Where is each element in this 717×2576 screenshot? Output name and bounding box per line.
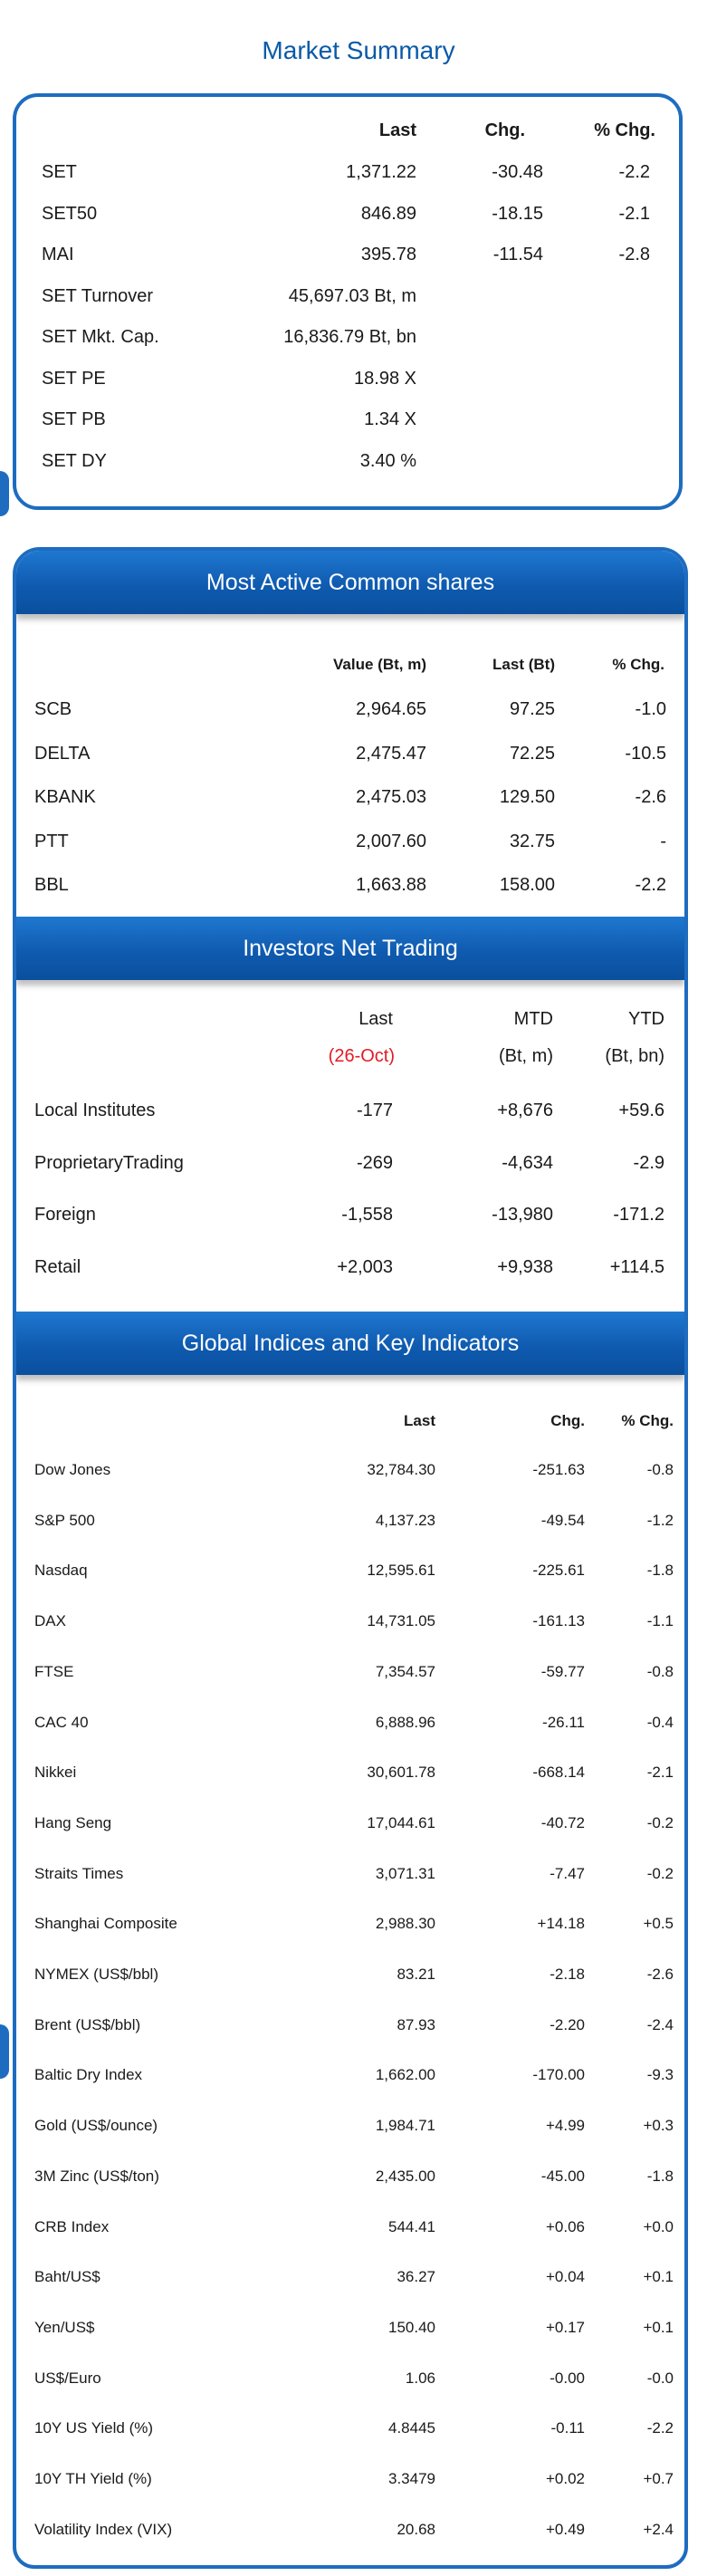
change-value: -7.47 [550, 1864, 585, 1882]
pct-change-value: -0.0 [646, 2369, 674, 2387]
pct-change-value: -0.2 [646, 1813, 674, 1831]
last-value: 150.40 [388, 2318, 435, 2336]
pct-change-value: -2.4 [646, 2015, 674, 2033]
most-active-row [16, 875, 684, 902]
most-active-header-row [16, 656, 684, 683]
market-summary-row [16, 369, 679, 396]
pct-change-value: -2.2 [618, 162, 650, 182]
last-value: 7,354.57 [375, 1662, 435, 1680]
pct-change-value: -9.3 [646, 2066, 674, 2084]
row-label: SET Turnover [42, 285, 154, 306]
investors-row [16, 1153, 684, 1180]
global-header-row [16, 1412, 684, 1439]
change-value: -26.11 [542, 1713, 585, 1731]
row-label: SET DY [42, 450, 107, 471]
decorative-side-tab [0, 471, 9, 516]
change-value: -11.54 [492, 245, 543, 264]
last-value: 3.40 % [359, 450, 416, 471]
column-header-pct-chg: % Chg. [594, 120, 655, 140]
market-summary-row [16, 409, 679, 437]
last-value: 395.78 [360, 245, 416, 264]
pct-change-value: -0.8 [646, 1662, 674, 1680]
ytd-value: -171.2 [613, 1205, 664, 1225]
global-indicator-row [16, 1461, 684, 1488]
last-price: 129.50 [499, 787, 555, 807]
last-value: 87.93 [397, 2015, 435, 2033]
last-value: 32,784.30 [367, 1461, 435, 1478]
trade-value: 2,475.03 [356, 787, 426, 807]
change-value: -2.18 [550, 1966, 585, 1983]
last-value: 6,888.96 [375, 1713, 435, 1731]
mtd-value: +9,938 [497, 1256, 553, 1277]
decorative-side-tab [0, 2024, 9, 2079]
last-value: 4,137.23 [375, 1511, 435, 1529]
global-indicator-row [16, 1764, 684, 1791]
global-indicator-row [16, 2470, 684, 2497]
last-value: 18.98 X [354, 368, 416, 389]
last-value: 4.8445 [388, 2419, 435, 2437]
change-value: -225.61 [532, 1562, 585, 1580]
column-header-chg: Chg. [484, 120, 525, 140]
column-header-chg: Chg. [550, 1412, 585, 1429]
most-active-row [16, 831, 684, 859]
global-indicator-row [16, 2521, 684, 2548]
indicator-name: Shanghai Composite [34, 1915, 177, 1933]
change-value: -0.11 [550, 2419, 585, 2437]
last-value: 3,071.31 [375, 1864, 435, 1882]
global-indicator-row [16, 2369, 684, 2397]
column-header-last: Last [358, 1009, 393, 1029]
indicator-name: 10Y US Yield (%) [34, 2419, 154, 2437]
change-value: +4.99 [545, 2117, 585, 2135]
indicator-name: Nikkei [34, 1764, 77, 1782]
change-value: -40.72 [540, 1813, 585, 1831]
global-indicator-row [16, 1612, 684, 1639]
pct-change-value: +0.7 [643, 2470, 674, 2487]
global-indicator-row [16, 1714, 684, 1741]
last-value: 30,601.78 [367, 1764, 435, 1782]
trade-value: 2,007.60 [356, 831, 426, 851]
global-indicator-row [16, 2268, 684, 2295]
last-value: 1,984.71 [375, 2117, 435, 2135]
pct-change-value: -1.1 [646, 1612, 674, 1630]
pct-change-value: -2.8 [618, 245, 650, 264]
indicator-name: 3M Zinc (US$/ton) [34, 2167, 159, 2185]
last-price: 32.75 [509, 831, 555, 851]
change-value: +0.06 [545, 2217, 585, 2235]
global-indicator-row [16, 1814, 684, 1841]
change-value: +0.17 [545, 2318, 585, 2336]
investors-row [16, 1205, 684, 1232]
global-indicator-row [16, 1512, 684, 1539]
mtd-value: -13,980 [492, 1205, 553, 1225]
pct-change-value: +0.3 [643, 2117, 674, 2135]
pct-change-value: +2.4 [643, 2520, 674, 2538]
market-summary-panel [13, 93, 683, 510]
details-panel [13, 547, 688, 2569]
indicator-name: Straits Times [34, 1864, 124, 1882]
stock-symbol: PTT [34, 831, 69, 851]
change-value: +0.49 [545, 2520, 585, 2538]
global-indicator-row [16, 1915, 684, 1942]
column-header-last: Last [378, 120, 416, 140]
last-price: 72.25 [509, 743, 555, 764]
ytd-value: -2.9 [633, 1152, 664, 1173]
change-value: -0.00 [550, 2369, 585, 2387]
pct-change-value: +0.0 [643, 2217, 674, 2235]
indicator-name: CRB Index [34, 2217, 110, 2235]
last-value: 1.34 X [364, 409, 416, 429]
indicator-name: S&P 500 [34, 1511, 95, 1529]
stock-symbol: KBANK [34, 787, 96, 807]
last-value: 16,836.79 Bt, bn [283, 327, 416, 347]
most-active-row [16, 744, 684, 771]
most-active-row [16, 699, 684, 726]
global-indicator-row [16, 2167, 684, 2195]
last-value: 12,595.61 [367, 1562, 435, 1580]
market-summary-row [16, 451, 679, 478]
global-indicator-row [16, 1966, 684, 1993]
market-summary-row [16, 204, 679, 231]
stock-symbol: BBL [34, 875, 69, 895]
mtd-value: -4,634 [502, 1152, 553, 1173]
column-subheader-mtd-unit: (Bt, m) [499, 1046, 553, 1066]
row-label: SET Mkt. Cap. [42, 327, 159, 347]
last-value: 20.68 [397, 2520, 435, 2538]
column-subheader-date: (26-Oct) [328, 1046, 395, 1066]
change-value: -59.77 [540, 1662, 585, 1680]
trade-value: 2,475.47 [356, 743, 426, 764]
change-value: -170.00 [532, 2066, 585, 2084]
most-active-header: Most Active Common shares [16, 551, 684, 614]
last-value: 45,697.03 Bt, m [288, 285, 416, 306]
change-value: -2.20 [550, 2015, 585, 2033]
market-summary-header-row [16, 120, 679, 148]
last-value: 544.41 [388, 2217, 435, 2235]
last-value: 3.3479 [388, 2470, 435, 2487]
last-price: 158.00 [499, 875, 555, 895]
pct-change-value: -1.0 [635, 699, 666, 719]
last-value: 14,731.05 [367, 1612, 435, 1630]
last-value: 36.27 [397, 2268, 435, 2286]
column-header-pct-chg: % Chg. [612, 656, 664, 673]
pct-change-value: -2.2 [646, 2419, 674, 2437]
ytd-value: +114.5 [609, 1256, 664, 1277]
last-value: +2,003 [337, 1256, 393, 1277]
investors-subheader-row [16, 1046, 684, 1073]
indicator-name: NYMEX (US$/bbl) [34, 1966, 158, 1983]
indicator-name: Hang Seng [34, 1813, 112, 1831]
pct-change-value: -1.8 [646, 2167, 674, 2185]
ytd-value: +59.6 [618, 1101, 664, 1120]
global-indicator-row [16, 1562, 684, 1589]
mtd-value: +8,676 [497, 1101, 553, 1120]
pct-change-value: -10.5 [625, 743, 666, 764]
pct-change-value: -1.2 [646, 1511, 674, 1529]
investor-type: Foreign [34, 1205, 96, 1225]
global-indicator-row [16, 2419, 684, 2446]
global-indicator-row [16, 1865, 684, 1892]
last-value: 2,988.30 [375, 1915, 435, 1933]
investors-row [16, 1257, 684, 1284]
most-active-row [16, 787, 684, 814]
last-price: 97.25 [509, 699, 555, 719]
last-value: -177 [356, 1101, 393, 1120]
indicator-name: Gold (US$/ounce) [34, 2117, 158, 2135]
pct-change-value: - [660, 831, 666, 851]
change-value: -161.13 [532, 1612, 585, 1630]
indicator-name: Volatility Index (VIX) [34, 2520, 173, 2538]
indicator-name: Baht/US$ [34, 2268, 100, 2286]
last-value: -269 [356, 1152, 393, 1173]
pct-change-value: -2.1 [646, 1764, 674, 1782]
change-value: -30.48 [492, 162, 543, 182]
market-summary-row [16, 286, 679, 313]
stock-symbol: SCB [34, 699, 72, 719]
change-value: -49.54 [540, 1511, 585, 1529]
row-label: SET [42, 162, 77, 182]
indicator-name: Dow Jones [34, 1461, 111, 1478]
column-header-value: Value (Bt, m) [333, 656, 426, 673]
investor-type: Retail [34, 1256, 81, 1277]
pct-change-value: -0.4 [646, 1713, 674, 1731]
trade-value: 1,663.88 [356, 875, 426, 895]
column-header-pct-chg: % Chg. [621, 1412, 674, 1429]
last-value: 1.06 [405, 2369, 435, 2387]
indicator-name: CAC 40 [34, 1713, 89, 1731]
change-value: +0.02 [545, 2470, 585, 2487]
stock-symbol: DELTA [34, 743, 91, 764]
pct-change-value: +0.5 [643, 1915, 674, 1933]
row-label: SET50 [42, 203, 98, 224]
indicator-name: Nasdaq [34, 1562, 88, 1580]
indicator-name: FTSE [34, 1662, 74, 1680]
pct-change-value: -0.8 [646, 1461, 674, 1478]
pct-change-value: -0.2 [646, 1864, 674, 1882]
column-header-mtd: MTD [513, 1009, 553, 1029]
indicator-name: Yen/US$ [34, 2318, 95, 2336]
column-subheader-ytd-unit: (Bt, bn) [605, 1046, 664, 1066]
column-header-last: Last [404, 1412, 435, 1429]
indicator-name: Brent (US$/bbl) [34, 2015, 141, 2033]
indicator-name: 10Y TH Yield (%) [34, 2470, 152, 2487]
investor-type: Local Institutes [34, 1101, 156, 1120]
change-value: -45.00 [540, 2167, 585, 2185]
trade-value: 2,964.65 [356, 699, 426, 719]
last-value: 83.21 [397, 1966, 435, 1983]
column-header-ytd: YTD [628, 1009, 664, 1029]
global-indicator-row [16, 1663, 684, 1690]
column-header-last: Last (Bt) [492, 656, 555, 673]
pct-change-value: -2.6 [646, 1966, 674, 1983]
row-label: SET PB [42, 409, 106, 429]
last-value: 1,371.22 [346, 162, 416, 182]
indicator-name: DAX [34, 1612, 66, 1630]
row-label: SET PE [42, 368, 106, 389]
pct-change-value: -1.8 [646, 1562, 674, 1580]
indicator-name: Baltic Dry Index [34, 2066, 143, 2084]
global-indicator-row [16, 2218, 684, 2245]
change-value: +14.18 [537, 1915, 585, 1933]
last-value: 2,435.00 [375, 2167, 435, 2185]
investors-header-row [16, 1009, 684, 1036]
global-indices-header: Global Indices and Key Indicators [16, 1312, 684, 1375]
last-value: 1,662.00 [375, 2066, 435, 2084]
market-summary-title: Market Summary [262, 36, 455, 64]
investors-header: Investors Net Trading [16, 917, 684, 980]
global-indicator-row [16, 2016, 684, 2043]
market-summary-row [16, 245, 679, 272]
pct-change-value: -2.2 [635, 875, 666, 895]
market-summary-row [16, 327, 679, 354]
change-value: -668.14 [532, 1764, 585, 1782]
pct-change-value: +0.1 [643, 2318, 674, 2336]
last-value: -1,558 [341, 1205, 393, 1225]
change-value: -18.15 [492, 203, 543, 224]
pct-change-value: -2.1 [618, 203, 650, 224]
indicator-name: US$/Euro [34, 2369, 101, 2387]
last-value: 846.89 [360, 203, 416, 224]
pct-change-value: +0.1 [643, 2268, 674, 2286]
global-indicator-row [16, 2066, 684, 2093]
change-value: +0.04 [545, 2268, 585, 2286]
global-indicator-row [16, 2319, 684, 2346]
investor-type: ProprietaryTrading [34, 1152, 184, 1173]
investors-row [16, 1101, 684, 1128]
pct-change-value: -2.6 [635, 787, 666, 807]
last-value: 17,044.61 [367, 1813, 435, 1831]
global-indicator-row [16, 2117, 684, 2144]
change-value: -251.63 [532, 1461, 585, 1478]
market-summary-row [16, 162, 679, 189]
row-label: MAI [42, 245, 74, 264]
